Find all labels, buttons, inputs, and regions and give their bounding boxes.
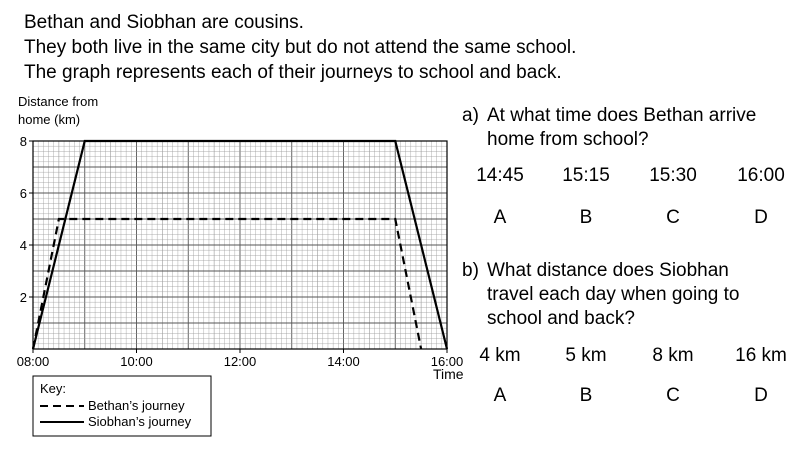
question-a-letter-d[interactable]: D	[754, 207, 768, 228]
y-tick-label: 2	[19, 290, 27, 305]
question-a-option-d[interactable]: 16:00	[737, 165, 785, 186]
question-b-letter-b[interactable]: B	[579, 385, 593, 406]
y-tick-label: 8	[19, 134, 27, 149]
x-tick-label: 08:00	[16, 354, 50, 369]
question-b-option-c[interactable]: 8 km	[652, 345, 694, 366]
intro-line-2: They both live in the same city but do not attend the same school.	[24, 37, 577, 58]
legend	[33, 376, 211, 436]
x-axis-label: Time	[433, 366, 464, 382]
question-b-option-a[interactable]: 4 km	[479, 345, 521, 366]
y-tick-label: 6	[19, 186, 27, 201]
legend-title: Key:	[40, 381, 67, 396]
x-tick-label: 10:00	[120, 354, 153, 369]
question-a-letter-a[interactable]: A	[493, 207, 507, 228]
y-tick-label: 4	[19, 238, 27, 253]
series-line-bethan	[33, 219, 421, 349]
question-b-letter-a[interactable]: A	[493, 385, 507, 406]
intro-line-3: The graph represents each of their journeys to school and back.	[24, 62, 562, 83]
legend-siobhan-label: Siobhan’s journey	[88, 414, 192, 429]
legend-bethan-label: Bethan’s journey	[88, 398, 185, 413]
intro-line-1: Bethan and Siobhan are cousins.	[24, 12, 304, 33]
question-b-letter-c[interactable]: C	[666, 385, 680, 406]
question-b-option-d[interactable]: 16 km	[735, 345, 787, 366]
y-axis-label-line-2: home (km)	[18, 112, 81, 127]
y-axis-label-line-1: Distance from	[18, 94, 99, 109]
intro-text	[24, 10, 576, 85]
question-b-text	[487, 259, 739, 331]
question-a-option-b[interactable]: 15:15	[562, 165, 610, 186]
question-a-option-c[interactable]: 15:30	[649, 165, 697, 186]
x-tick-label: 14:00	[327, 354, 360, 369]
question-a-option-a[interactable]: 14:45	[476, 165, 524, 186]
question-a-letter-c[interactable]: C	[666, 207, 680, 228]
question-b-line-3: school and back?	[487, 308, 635, 329]
question-b-option-b[interactable]: 5 km	[565, 345, 607, 366]
chart-grid	[33, 141, 447, 349]
question-a-text	[487, 104, 756, 152]
question-a-line-2: home from school?	[487, 129, 649, 150]
question-a-number: a)	[462, 105, 479, 126]
question-b-line-2: travel each day when going to	[487, 284, 740, 305]
x-tick-label: 16:00	[430, 354, 464, 369]
question-b-number: b)	[462, 260, 479, 281]
question-b-letter-d[interactable]: D	[754, 385, 768, 406]
question-a-letter-b[interactable]: B	[579, 207, 593, 228]
x-tick-label: 12:00	[223, 354, 257, 369]
question-b-line-1: What distance does Siobhan	[487, 260, 729, 281]
distance-time-chart	[0, 90, 470, 440]
question-a-line-1: At what time does Bethan arrive	[487, 105, 757, 126]
